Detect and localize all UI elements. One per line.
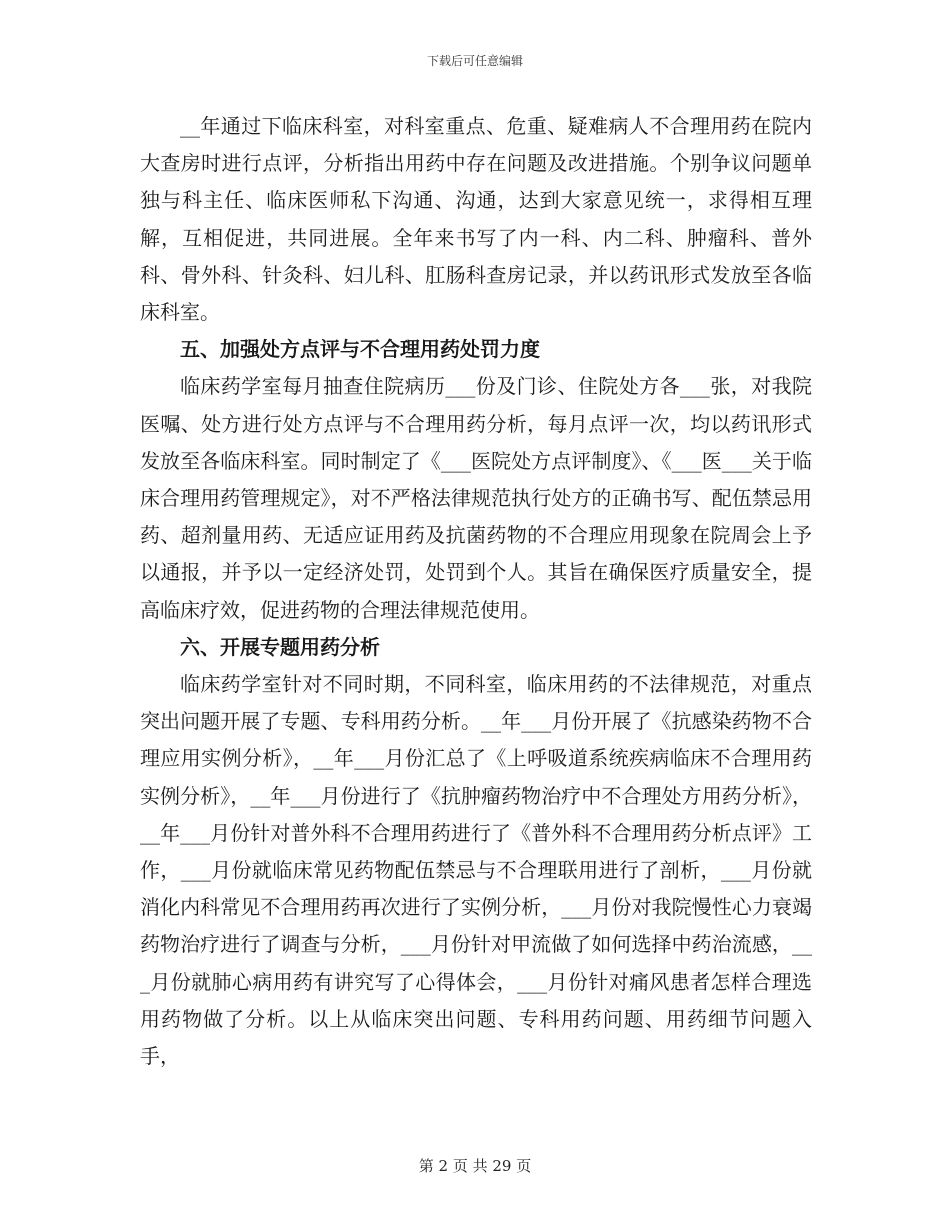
section-heading-topic-analysis: 六、开展专题用药分析 xyxy=(180,634,380,659)
paragraph-prescription-review: 临床药学室每月抽查住院病历___份及门诊、住院处方各___张，对我院医嘱、处方进行处方点评与不合理用药分析，每月点评一次，均以药讯形式发放至各临床科室。同时制定了《___医院处方点评制度》、《___医___关于临床合理用药管理规定》，对不严格法律规范执行处方的正确书写、配伍禁忌用药、超剂量用药、无适应证用药及抗菌药物的不合理应用现象在院周会上予以通报，并予以一定经济处罚，处罚到个人。其旨在确保医疗质量安全，提高临床疗效，促进药物的合理法律规范使用。 xyxy=(140,374,812,622)
section-heading-prescription-review: 五、加强处方点评与不合理用药处罚力度 xyxy=(180,337,540,362)
page-header: 下载后可任意编辑 xyxy=(426,54,523,68)
page-number-footer: 第 2 页 共 29 页 xyxy=(418,1157,532,1175)
paragraph-topic-analysis: 临床药学室针对不同时期，不同科室，临床用药的不法律规范，对重点突出问题开展了专题、专科用药分析。__年___月份开展了《抗感染药物不合理应用实例分析》，__年___月份汇总了《上呼吸道系统疾病临床不合理用药实例分析》，__年___月份进行了《抗肿瘤药物治疗中不合理处方用药分析》，__年___月份针对普外科不合理用药进行了《普外科不合理用药分析点评》工作，___月份就临床常见药物配伍禁忌与不合理联用进行了剖析，___月份就消化内科常见不合理用药再次进行了实例分析，___月份对我院慢性心力衰竭药物治疗进行了调查与分析，___月份针对甲流做了如何选择中药治流感，___月份就肺心病用药有讲究写了心得体会，___月份针对痛风患者怎样合理选用药物做了分析。以上从临床突出问题、专科用药问题、用药细节问题入手， xyxy=(140,672,812,1069)
document-body xyxy=(140,108,812,1075)
paragraph-ward-round-review: __年通过下临床科室，对科室重点、危重、疑难病人不合理用药在院内大查房时进行点评，分析指出用药中存在问题及改进措施。个别争议问题单独与科主任、临床医师私下沟通、沟通，达到大家意见统一，求得相互理解，互相促进，共同进展。全年来书写了内一科、内二科、肿瘤科、普外科、骨外科、针灸科、妇儿科、肛肠科查房记录，并以药讯形式发放至各临床科室。 xyxy=(140,114,812,325)
